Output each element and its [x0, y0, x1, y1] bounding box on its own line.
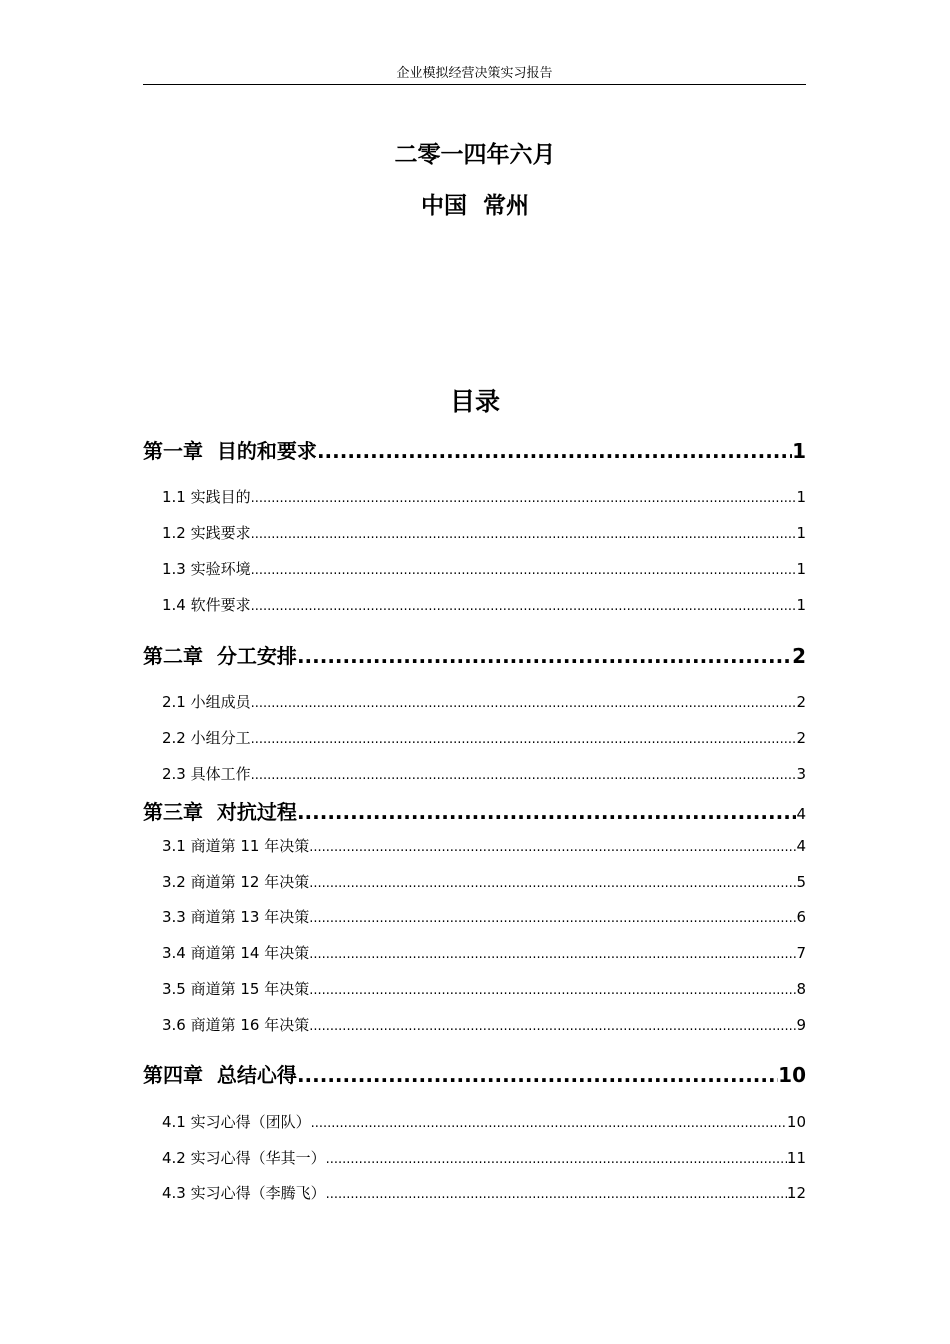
toc-page-number: 2 — [792, 644, 806, 668]
toc-section-label: 4.2 实习心得（华其一） — [162, 1149, 326, 1167]
toc-page-number: 1 — [792, 439, 806, 463]
toc-page-number: 12 — [786, 1184, 806, 1202]
toc-leader-dots — [297, 1063, 778, 1087]
toc-page-number: 4 — [796, 837, 806, 855]
toc-leader-dots — [309, 911, 796, 926]
toc-leader-dots — [251, 768, 797, 783]
toc-section-4-1[interactable] — [162, 1111, 806, 1132]
cover-date: 二零一四年六月 — [394, 142, 556, 168]
toc-leader-dots — [309, 840, 796, 855]
toc-leader-dots — [309, 947, 796, 962]
toc-section-label: 3.2 商道第 12 年决策 — [162, 873, 310, 891]
toc-leader-dots — [251, 563, 797, 578]
toc-section-1-2[interactable] — [162, 522, 806, 543]
toc-page-number: 6 — [796, 908, 806, 926]
toc-leader-dots — [251, 696, 797, 711]
toc-section-label: 4.1 实习心得（团队） — [162, 1113, 311, 1131]
toc-section-label: 4.3 实习心得（李腾飞） — [162, 1184, 326, 1202]
toc-section-1-3[interactable] — [162, 558, 806, 579]
toc-section-3-2[interactable] — [162, 871, 806, 892]
running-header: 企业模拟经营决策实习报告 — [143, 64, 806, 85]
toc-section-label: 3.1 商道第 11 年决策 — [162, 837, 310, 855]
toc-section-label: 1.2 实践要求 — [162, 524, 251, 542]
toc-section-label: 3.6 商道第 16 年决策 — [162, 1016, 310, 1034]
toc-section-3-4[interactable] — [162, 942, 806, 963]
toc-leader-dots — [317, 439, 792, 463]
toc-chapter-label: 第四章 总结心得 — [143, 1063, 297, 1087]
toc-chapter-label: 第二章 分工安排 — [143, 644, 297, 668]
toc-page-number: 2 — [796, 693, 806, 711]
toc-leader-dots — [309, 876, 796, 891]
toc-section-label: 3.4 商道第 14 年决策 — [162, 944, 310, 962]
toc-page-number: 5 — [796, 873, 806, 891]
toc-section-3-1[interactable] — [162, 835, 806, 856]
toc-page-number: 7 — [796, 944, 806, 962]
toc-section-3-6[interactable] — [162, 1014, 806, 1035]
toc-page-number: 1 — [796, 524, 806, 542]
toc-section-2-2[interactable] — [162, 727, 806, 748]
toc-section-1-4[interactable] — [162, 594, 806, 615]
toc-page-number: 3 — [796, 765, 806, 783]
toc-page-number: 10 — [778, 1063, 806, 1087]
toc-page-number: 10 — [786, 1113, 806, 1131]
toc-page-number: 11 — [786, 1149, 806, 1167]
toc-chapter-4[interactable] — [143, 1059, 806, 1088]
cover-location: 中国 常州 — [420, 193, 529, 219]
toc-leader-dots — [309, 983, 796, 998]
toc-section-2-3[interactable] — [162, 763, 806, 784]
toc-leader-dots — [309, 1019, 796, 1034]
toc-page-number: 1 — [796, 488, 806, 506]
toc-chapter-label: 第一章 目的和要求 — [143, 439, 317, 463]
toc-section-1-1[interactable] — [162, 486, 806, 507]
toc-title: 目录 — [449, 387, 500, 416]
toc-page-number: 8 — [796, 980, 806, 998]
toc-section-label: 1.1 实践目的 — [162, 488, 251, 506]
toc-section-2-1[interactable] — [162, 691, 806, 712]
toc-section-label: 1.3 实验环境 — [162, 560, 251, 578]
toc-page-number: 4 — [796, 805, 806, 823]
toc-section-label: 3.3 商道第 13 年决策 — [162, 908, 310, 926]
toc-leader-dots — [326, 1187, 787, 1202]
toc-chapter-2[interactable] — [143, 640, 806, 669]
toc-chapter-1[interactable] — [143, 435, 806, 464]
toc-section-4-2[interactable] — [162, 1147, 806, 1168]
toc-leader-dots — [297, 800, 797, 824]
toc-chapter-3[interactable] — [143, 796, 806, 825]
toc-page-number: 9 — [796, 1016, 806, 1034]
toc-chapter-label: 第三章 对抗过程 — [143, 800, 297, 824]
toc-leader-dots — [251, 599, 797, 614]
toc-section-label: 1.4 软件要求 — [162, 596, 251, 614]
toc-section-label: 2.2 小组分工 — [162, 729, 251, 747]
toc-leader-dots — [326, 1152, 787, 1167]
toc-section-3-5[interactable] — [162, 978, 806, 999]
toc-page-number: 2 — [796, 729, 806, 747]
toc-section-label: 3.5 商道第 15 年决策 — [162, 980, 310, 998]
toc-page-number: 1 — [796, 596, 806, 614]
toc-leader-dots — [311, 1116, 787, 1131]
toc-leader-dots — [251, 527, 797, 542]
toc-leader-dots — [251, 491, 797, 506]
toc-page-number: 1 — [796, 560, 806, 578]
toc-leader-dots — [297, 644, 792, 668]
toc-section-3-3[interactable] — [162, 906, 806, 927]
toc-section-label: 2.1 小组成员 — [162, 693, 251, 711]
toc-leader-dots — [251, 732, 797, 747]
toc-section-label: 2.3 具体工作 — [162, 765, 251, 783]
toc-section-4-3[interactable] — [162, 1182, 806, 1203]
